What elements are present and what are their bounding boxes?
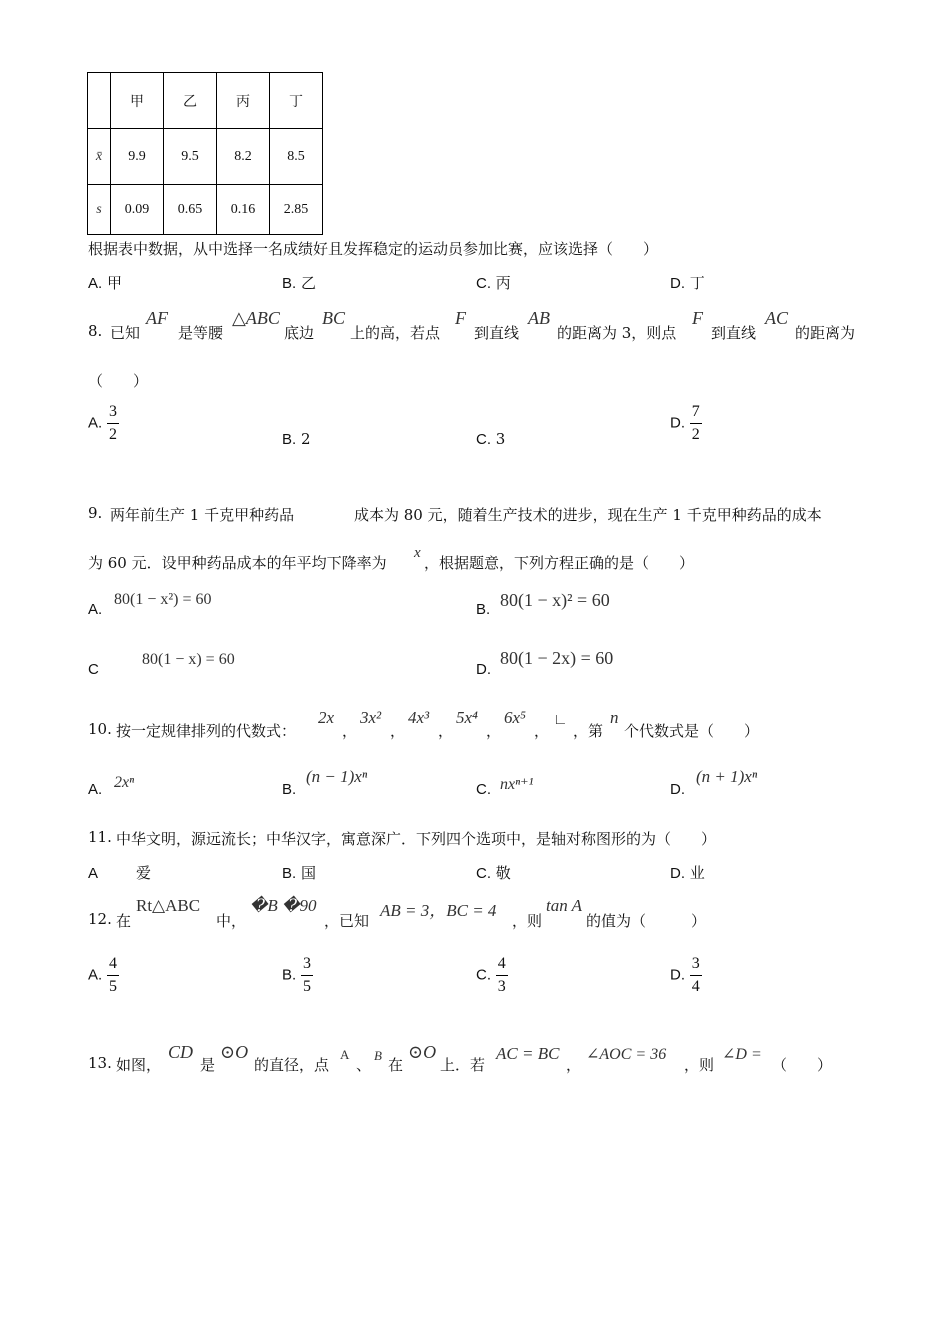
q8-math: AF: [146, 308, 168, 328]
table-cell: 2.85: [270, 185, 323, 235]
fraction: [107, 956, 119, 995]
q9-number: 9.: [88, 504, 103, 522]
q10-option-a-math: 2xⁿ: [114, 774, 135, 791]
numerator: 3: [690, 956, 702, 976]
q9-var: x: [414, 545, 421, 561]
q7-stem: 根据表中数据，从中选择一名成绩好且发挥稳定的运动员参加比赛，应该选择（ ）: [88, 240, 659, 258]
table-header-cell: 丁: [270, 73, 323, 129]
q12-math: tan A: [546, 896, 583, 915]
q13-text: （ ）: [772, 1056, 833, 1074]
q8-text: 底边: [284, 324, 315, 342]
denominator: 3: [497, 978, 506, 995]
q10-option-b-math: (n − 1)xⁿ: [306, 767, 368, 786]
q10-option-a[interactable]: [88, 780, 102, 798]
option-text: 丙: [495, 274, 511, 292]
option-label: B.: [282, 781, 297, 798]
q9-option-d[interactable]: [476, 660, 491, 678]
q12-option-b[interactable]: [282, 956, 313, 995]
option-label: C.: [476, 431, 491, 448]
q10-term: 2x: [318, 708, 335, 727]
option-label: A.: [88, 414, 103, 432]
q8-number: 8.: [88, 322, 103, 340]
fraction: [107, 404, 119, 443]
q13-text: ，则: [684, 1056, 715, 1074]
option-label: A.: [88, 781, 103, 798]
fraction: [690, 404, 702, 443]
q10-sep: ，: [390, 722, 406, 740]
denominator: 5: [302, 978, 311, 995]
q9-option-c[interactable]: [88, 660, 99, 678]
q8-option-b[interactable]: [282, 430, 311, 448]
option-text: 业: [689, 864, 705, 882]
q9-option-d-math: 80(1 − 2x) = 60: [500, 648, 614, 668]
q13-text: 的直径，点: [254, 1056, 330, 1074]
option-text: 国: [300, 864, 316, 882]
q8-math: F: [455, 308, 466, 328]
q10-sep: ，: [342, 722, 358, 740]
option-label: D.: [670, 966, 685, 984]
table-row: [88, 185, 323, 235]
q8-option-d[interactable]: [670, 404, 702, 443]
q11-option-a[interactable]: [88, 862, 151, 883]
table-header-row: [88, 73, 323, 129]
numerator: 4: [496, 956, 508, 976]
q9-line2a: 为 60 元．设甲种药品成本的年平均下降率为: [88, 554, 387, 572]
q10-tail1: ，第: [573, 722, 604, 740]
q12-math: Rt△ABC: [136, 896, 201, 915]
q10-sep: ，: [534, 722, 550, 740]
q13-text: 上．若: [440, 1056, 486, 1074]
q13-number: 13.: [88, 1054, 112, 1072]
q10-option-d-math: (n + 1)xⁿ: [696, 767, 758, 786]
q8-text: 到直线: [474, 324, 520, 342]
q10-option-c-math: nxⁿ⁺¹: [500, 776, 534, 793]
q12-option-d[interactable]: [670, 956, 702, 995]
option-label: A.: [88, 275, 103, 292]
q13-math: ∠D =: [722, 1046, 762, 1063]
option-label: B.: [282, 275, 297, 292]
denominator: 2: [108, 426, 117, 443]
fraction: [496, 956, 508, 995]
numerator: 7: [690, 404, 702, 424]
option-text: 爱: [136, 864, 152, 882]
q10-tail2: 个代数式是（ ）: [624, 722, 760, 740]
table-cell: 9.5: [164, 129, 217, 185]
numerator: 4: [107, 956, 119, 976]
table-header-cell: 丙: [217, 73, 270, 129]
table-header-cell: 乙: [164, 73, 217, 129]
q8-math: △ABC: [232, 308, 280, 328]
option-label: B.: [282, 431, 297, 448]
denominator: 2: [691, 426, 700, 443]
q8-text: 到直线: [711, 324, 757, 342]
q12-option-c[interactable]: [476, 956, 508, 995]
option-label: B.: [282, 966, 297, 984]
numerator: 3: [107, 404, 119, 424]
option-text: 敬: [495, 864, 511, 882]
table-row: [88, 129, 323, 185]
numerator: 3: [301, 956, 313, 976]
q12-text: 中，: [216, 912, 247, 930]
q9-option-b-math: 80(1 − x)² = 60: [500, 590, 610, 610]
q10-option-c[interactable]: [476, 780, 491, 798]
q11-stem: 中华文明，源远流长；中华汉字，寓意深广．下列四个选项中，是轴对称图形的为（ ）: [116, 830, 717, 848]
q10-ellipsis: ∟: [553, 712, 568, 728]
q13-math: ∠AOC = 36: [586, 1046, 667, 1063]
fraction: [301, 956, 313, 995]
q7-option-b[interactable]: [282, 272, 316, 293]
option-label: D.: [670, 275, 685, 292]
q8-text: 上的高，若点: [350, 324, 441, 342]
q10-term: 3x²: [360, 708, 382, 727]
option-label: D.: [476, 661, 491, 678]
q11-option-d[interactable]: [670, 862, 705, 883]
q8-text: 的距离为: [795, 324, 856, 342]
q12-text: ，已知: [324, 912, 370, 930]
option-label: B.: [476, 601, 491, 618]
option-label: A: [88, 865, 99, 882]
q12-math: AB = 3，BC = 4: [380, 901, 497, 920]
q13-math: A: [340, 1047, 350, 1062]
row-label: s: [88, 185, 111, 235]
q13-text: 是: [200, 1056, 216, 1074]
q13-math: CD: [168, 1042, 194, 1062]
option-label: C.: [476, 781, 491, 798]
q9-option-c-math: 80(1 − x) = 60: [142, 651, 235, 668]
q8-text: 的距离为 3，则点: [557, 324, 677, 342]
q13-text: 、: [356, 1056, 372, 1074]
fraction: [690, 956, 702, 995]
option-label: C.: [476, 275, 491, 292]
q13-text: 如图，: [116, 1056, 162, 1074]
q13-text: ，: [566, 1056, 582, 1074]
q12-text: 的值为（ ）: [586, 912, 707, 930]
q10-option-d[interactable]: [670, 780, 685, 798]
table-cell: 9.9: [111, 129, 164, 185]
option-text: 3: [495, 430, 506, 448]
q10-term: 5x⁴: [456, 708, 478, 727]
q8-math: BC: [322, 308, 346, 328]
q13-math: ⊙O: [220, 1042, 249, 1062]
table-cell: 0.65: [164, 185, 217, 235]
q9-option-a-math: 80(1 − x²) = 60: [114, 591, 212, 608]
q10-term: 4x³: [408, 708, 430, 727]
q12-text: ，则: [512, 912, 543, 930]
q10-sep: ，: [438, 722, 454, 740]
q11-number: 11.: [88, 828, 112, 846]
q10-number: 10.: [88, 720, 112, 738]
q13-text: 在: [388, 1056, 404, 1074]
option-label: C: [88, 661, 99, 678]
option-label: B.: [282, 865, 297, 882]
table-cell: 8.2: [217, 129, 270, 185]
q7-option-c[interactable]: [476, 272, 511, 293]
option-text: 丁: [689, 274, 705, 292]
q12-text: 在: [116, 912, 132, 930]
option-text: 乙: [300, 274, 316, 292]
q8-answer-paren: （ ）: [88, 372, 149, 390]
option-label: D.: [670, 865, 685, 882]
table-cell: 0.09: [111, 185, 164, 235]
option-label: A.: [88, 601, 103, 618]
table-header-cell: 甲: [111, 73, 164, 129]
q8-option-c[interactable]: [476, 430, 505, 448]
q7-option-a[interactable]: [88, 272, 122, 293]
option-text: 2: [300, 430, 311, 448]
q8-math: AB: [528, 308, 550, 328]
q9-line1b: 成本为 80 元，随着生产技术的进步，现在生产 1 千克甲种药品的成本: [354, 506, 822, 524]
option-label: C.: [476, 865, 491, 882]
q7-option-d[interactable]: [670, 272, 705, 293]
q13-math: ⊙O: [408, 1042, 437, 1062]
q12-option-a[interactable]: [88, 956, 119, 995]
q8-text: 已知: [110, 324, 141, 342]
denominator: 5: [108, 978, 117, 995]
option-label: A.: [88, 966, 103, 984]
table-cell: 8.5: [270, 129, 323, 185]
table-header-cell: [88, 73, 111, 129]
q12-math: �B �90: [250, 896, 317, 915]
q13-math: B: [374, 1048, 382, 1063]
row-label: x̄: [88, 129, 111, 185]
option-label: C.: [476, 966, 491, 984]
q8-option-a[interactable]: [88, 404, 119, 443]
q9-option-a[interactable]: [88, 600, 102, 618]
q10-sep: ，: [486, 722, 502, 740]
q10-option-b[interactable]: [282, 780, 296, 798]
q11-option-c[interactable]: [476, 862, 511, 883]
q10-term: 6x⁵: [504, 708, 526, 727]
option-text: 甲: [106, 274, 122, 292]
q8-math: AC: [765, 308, 789, 328]
q8-math: F: [692, 308, 703, 328]
option-label: D.: [670, 781, 685, 798]
q10-stem: 按一定规律排列的代数式：: [116, 722, 297, 740]
q9-line2b: ，根据题意，下列方程正确的是（ ）: [424, 554, 695, 572]
q9-line1a: 两年前生产 1 千克甲种药品: [110, 506, 295, 524]
table-cell: 0.16: [217, 185, 270, 235]
q11-option-b[interactable]: [282, 862, 316, 883]
denominator: 4: [691, 978, 700, 995]
q13-math: AC = BC: [496, 1044, 560, 1063]
q9-option-b[interactable]: [476, 600, 490, 618]
q10-var: n: [610, 708, 619, 727]
q12-number: 12.: [88, 910, 112, 928]
q8-text: 是等腰: [178, 324, 224, 342]
stats-table: [87, 72, 323, 235]
option-label: D.: [670, 414, 685, 432]
